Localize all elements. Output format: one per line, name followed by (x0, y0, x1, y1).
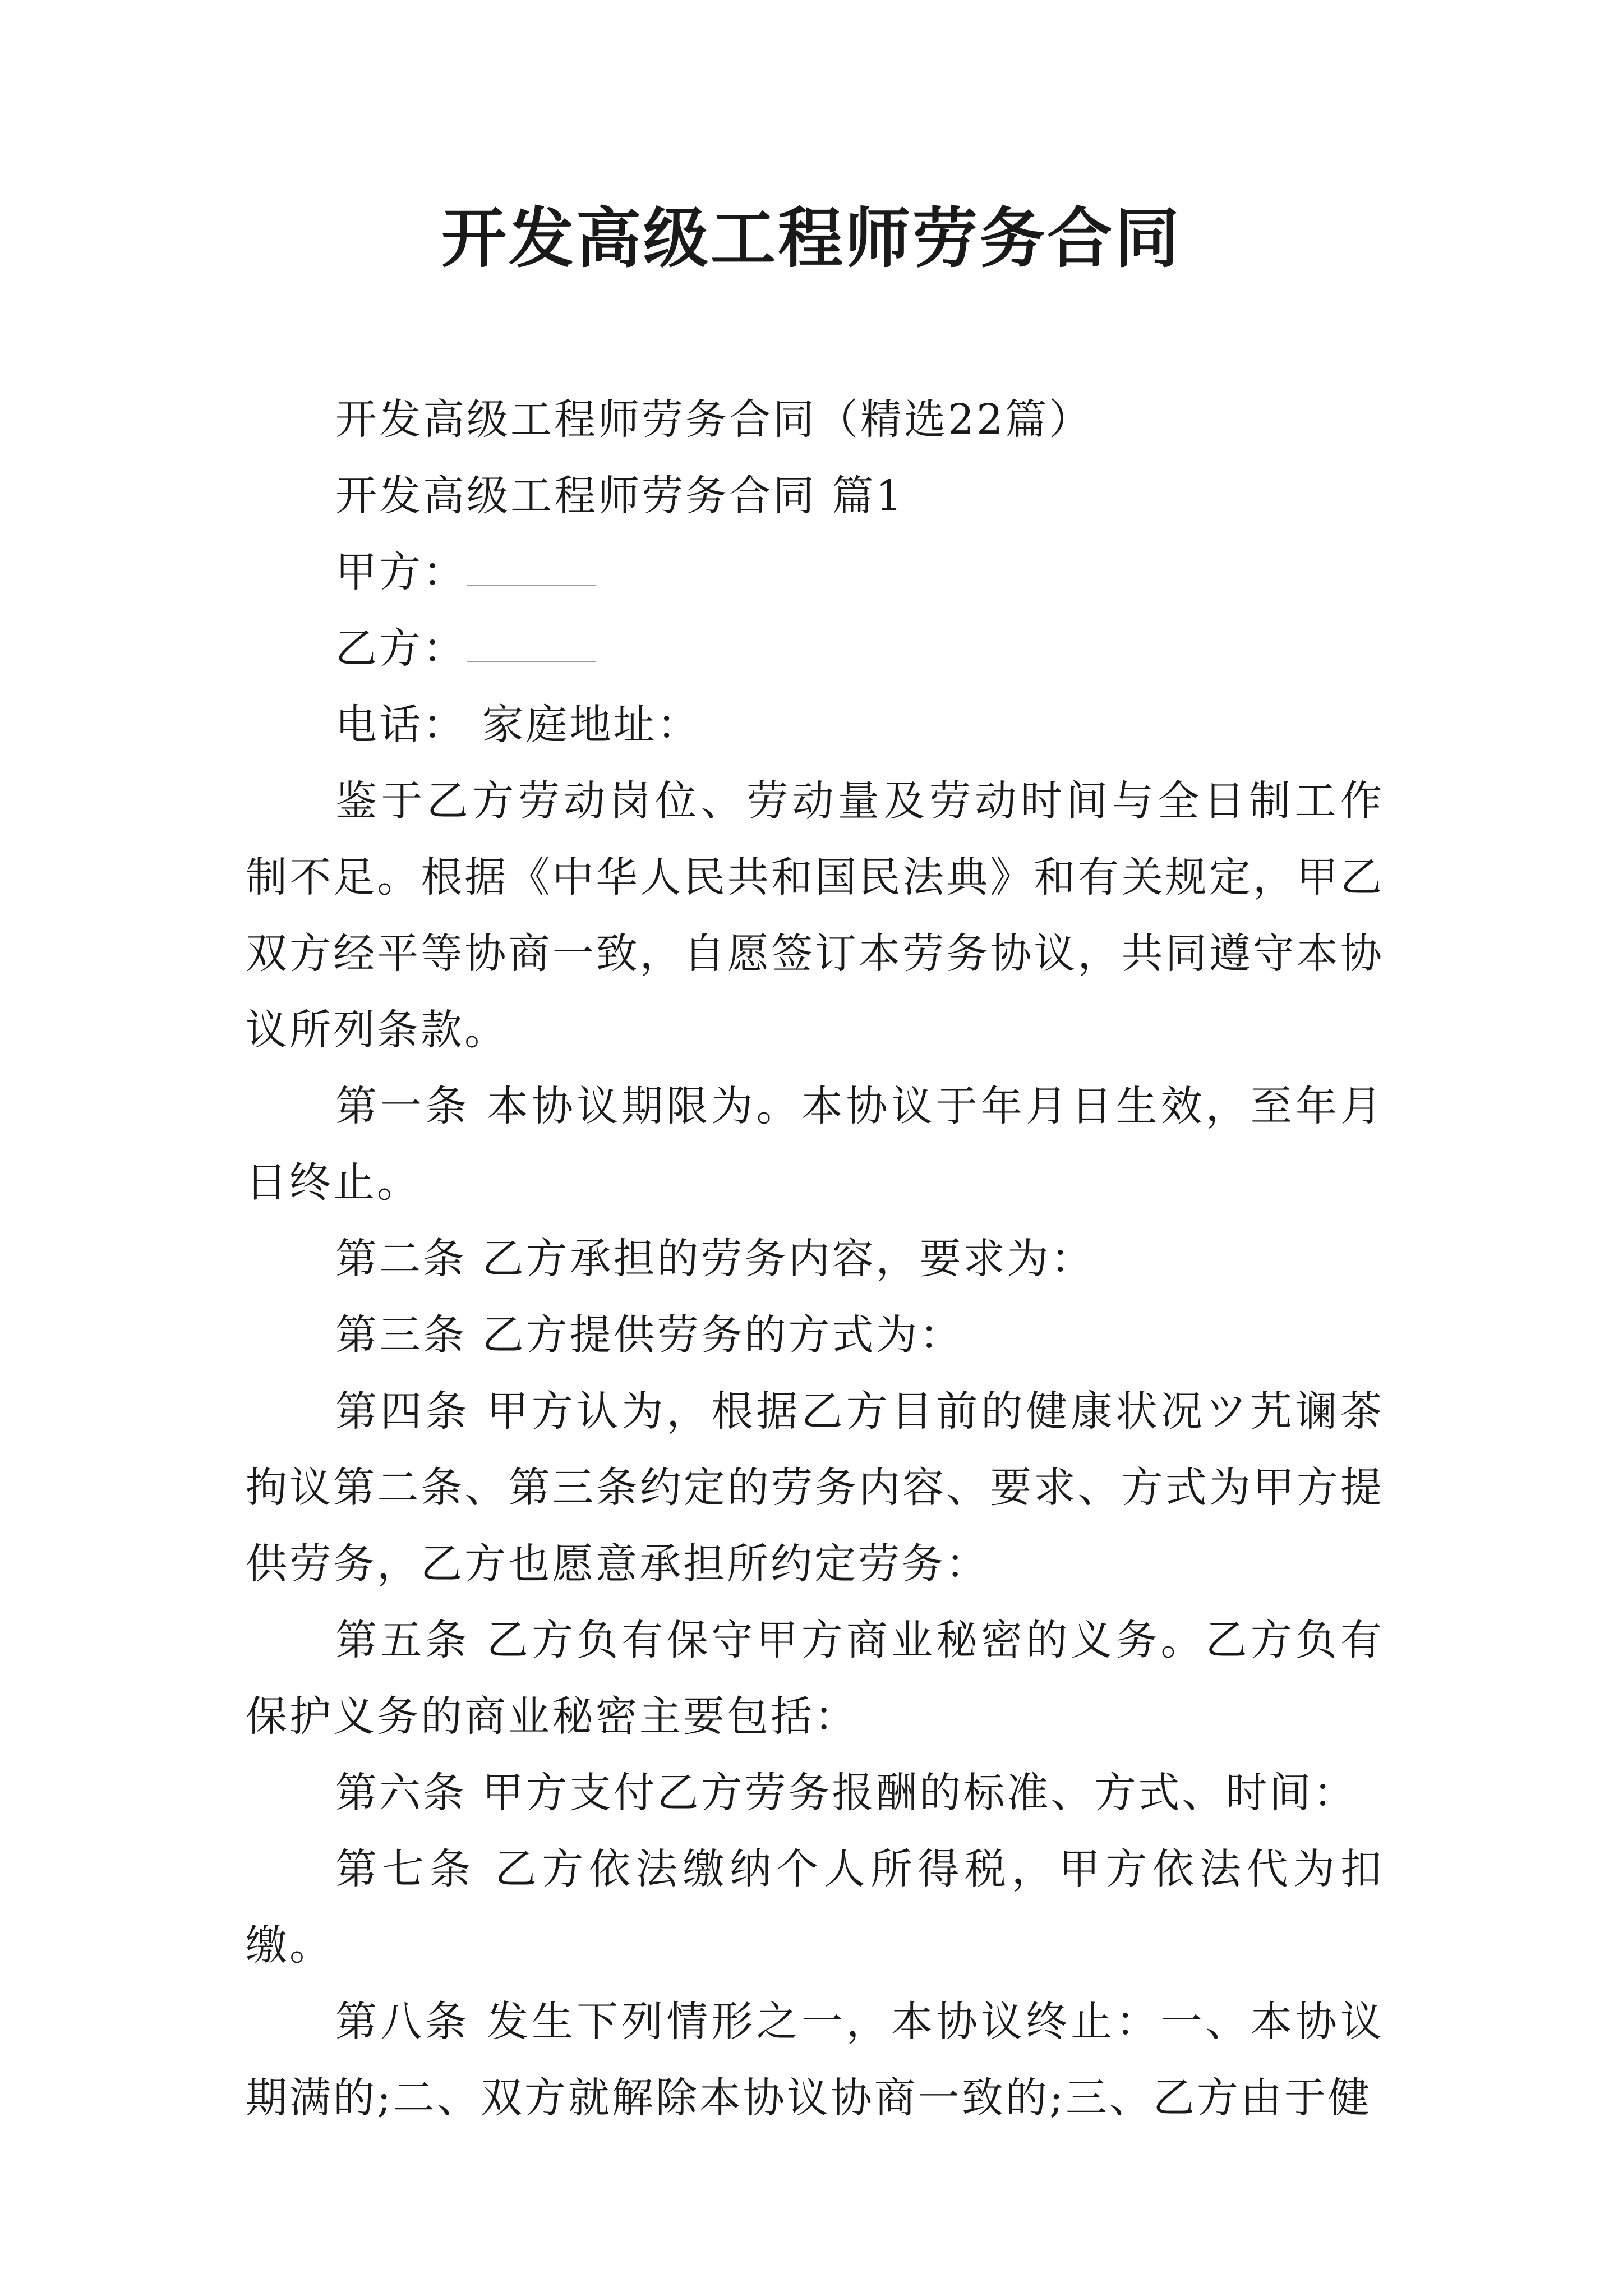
document-title: 开发高级工程师劳务合同 (441, 200, 1182, 277)
paragraph-article-4: 第四条 甲方认为，根据乙方目前的健康状况ツ艽谰茶拘议第二条、第三条约定的劳务内容、要求、方式为甲方提供劳务，乙方也愿意承担所约定劳务： (246, 1387, 1384, 1588)
party-b-line (246, 610, 1384, 687)
party-b-label: 乙方： (335, 624, 467, 673)
paragraph-preamble: 鉴于乙方劳动岗位、劳动量及劳动时间与全日制工作制不足。根据《中华人民共和国民法典》和有关规定，甲乙双方经平等协商一致，自愿签订本劳务协议，共同遵守本协议所列条款。 (246, 777, 1384, 1054)
paragraph-article-1: 第一条 本协议期限为。本协议于年月日生效，至年月日终止。 (246, 1082, 1384, 1207)
document-body (246, 381, 1384, 2136)
party-a-blank (467, 550, 596, 586)
contact-line: 电话： 家庭地址： (335, 701, 701, 749)
paragraph-article-8: 第八条 发生下列情形之一，本协议终止：一、本协议期满的;二、双方就解除本协议协商一致的;三、乙方由于健 (246, 1998, 1384, 2122)
paragraph-article-5: 第五条 乙方负有保守甲方商业秘密的义务。乙方负有保护义务的商业秘密主要包括： (246, 1616, 1384, 1741)
paragraph-article-2: 第二条 乙方承担的劳务内容，要求为： (335, 1235, 1095, 1283)
party-a-line (246, 534, 1384, 610)
document-subtitle: 开发高级工程师劳务合同（精选22篇） (335, 395, 1093, 444)
paragraph-article-3: 第三条 乙方提供劳务的方式为： (335, 1311, 963, 1359)
party-b-blank (467, 626, 596, 662)
section-heading: 开发高级工程师劳务合同 篇1 (335, 472, 905, 520)
paragraph-article-6: 第六条 甲方支付乙方劳务报酬的标准、方式、时间： (335, 1769, 1357, 1817)
paragraph-article-7: 第七条 乙方依法缴纳个人所得税，甲方依法代为扣缴。 (246, 1845, 1384, 1970)
party-a-label: 甲方： (335, 548, 467, 596)
